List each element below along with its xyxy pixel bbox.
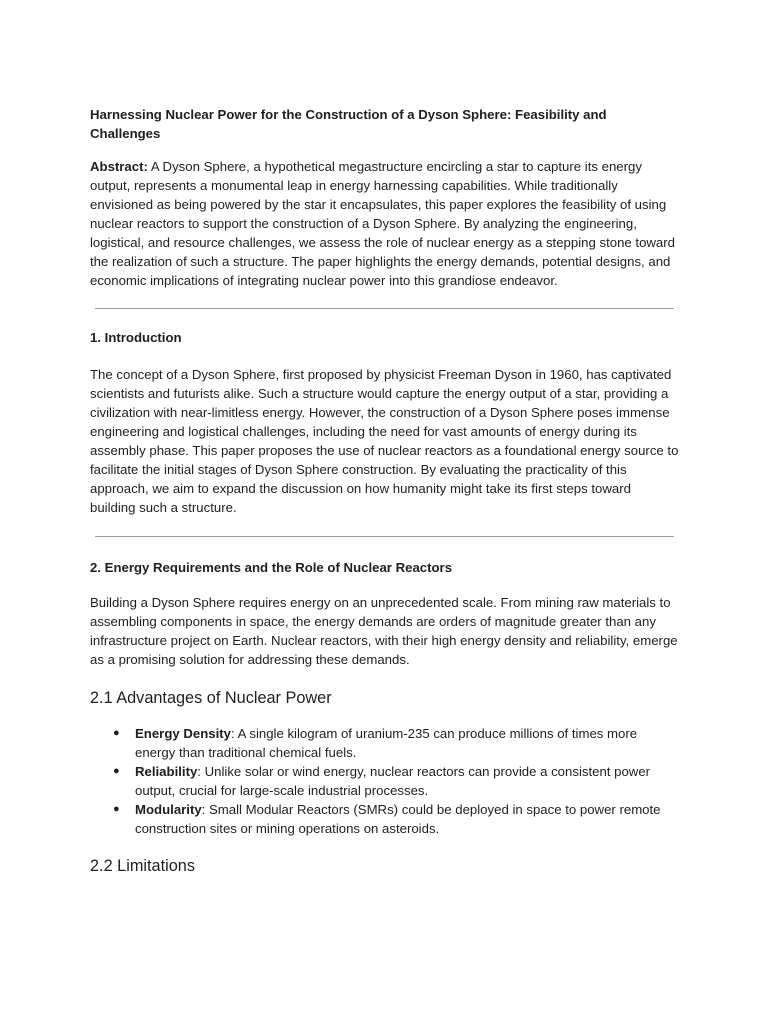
list-item-term: Reliability [135, 764, 198, 779]
list-item-text: : Unlike solar or wind energy, nuclear reactors can provide a consistent power output, crucial for large-scale industrial processes. [135, 764, 651, 798]
bullet-icon: ● [113, 765, 120, 777]
advantages-list [90, 724, 680, 838]
energy-requirements-paragraph: Building a Dyson Sphere requires energy on an unprecedented scale. From mining raw materials to assembling components in space, the energy demands are orders of magnitude greater than any infrastructure project on Earth. Nuclear reactors, with their high energy density and reliability, emerge as a promising solution for addressing these demands. [90, 595, 678, 667]
list-item [90, 762, 680, 800]
list-item [90, 724, 680, 762]
energy-requirements-heading: 2. Energy Requirements and the Role of Nuclear Reactors [90, 560, 453, 575]
section-divider [95, 308, 674, 309]
list-item-text: : A single kilogram of uranium-235 can produce millions of times more energy than traditional chemical fuels. [135, 726, 638, 760]
introduction-heading: 1. Introduction [90, 330, 182, 345]
bullet-icon: ● [113, 727, 120, 739]
section-divider [95, 536, 674, 537]
introduction-paragraph: The concept of a Dyson Sphere, first proposed by physicist Freeman Dyson in 1960, has captivated scientists and futurists alike. Such a structure would capture the energy output of a star, providing a civilization with near-limitless energy. However, the construction of a Dyson Sphere poses immense engineering and logistical challenges, including the need for vast amounts of energy during its assembly phase. This paper proposes the use of nuclear reactors as a foundational energy source to facilitate the initial stages of Dyson Sphere construction. By evaluating the practicality of this approach, we aim to expand the discussion on how humanity might take its first steps toward building such a structure. [90, 367, 679, 515]
abstract-text: A Dyson Sphere, a hypothetical megastructure encircling a star to capture its energy output, represents a monumental leap in energy harnessing capabilities. While traditionally envisioned as being powered by the star it encapsulates, this paper explores the feasibility of using nuclear reactors to support the construction of a Dyson Sphere. By analyzing the engineering, logistical, and resource challenges, we assess the role of nuclear energy as a stepping stone toward the realization of such a structure. The paper highlights the energy demands, potential designs, and economic implications of integrating nuclear power into this grandiose endeavor. [90, 159, 675, 288]
list-item-term: Energy Density [135, 726, 232, 741]
list-item-term: Modularity [135, 802, 202, 817]
limitations-heading: 2.2 Limitations [90, 857, 195, 875]
list-item [90, 800, 680, 838]
list-item-text: : Small Modular Reactors (SMRs) could be deployed in space to power remote construction sites or mining operations on asteroids. [135, 802, 661, 836]
advantages-heading: 2.1 Advantages of Nuclear Power [90, 689, 332, 707]
paper-title: Harnessing Nuclear Power for the Construction of a Dyson Sphere: Feasibility and Challenges [90, 107, 607, 141]
abstract-paragraph [90, 157, 680, 290]
abstract-label: Abstract: [90, 159, 148, 174]
bullet-icon: ● [113, 803, 120, 815]
